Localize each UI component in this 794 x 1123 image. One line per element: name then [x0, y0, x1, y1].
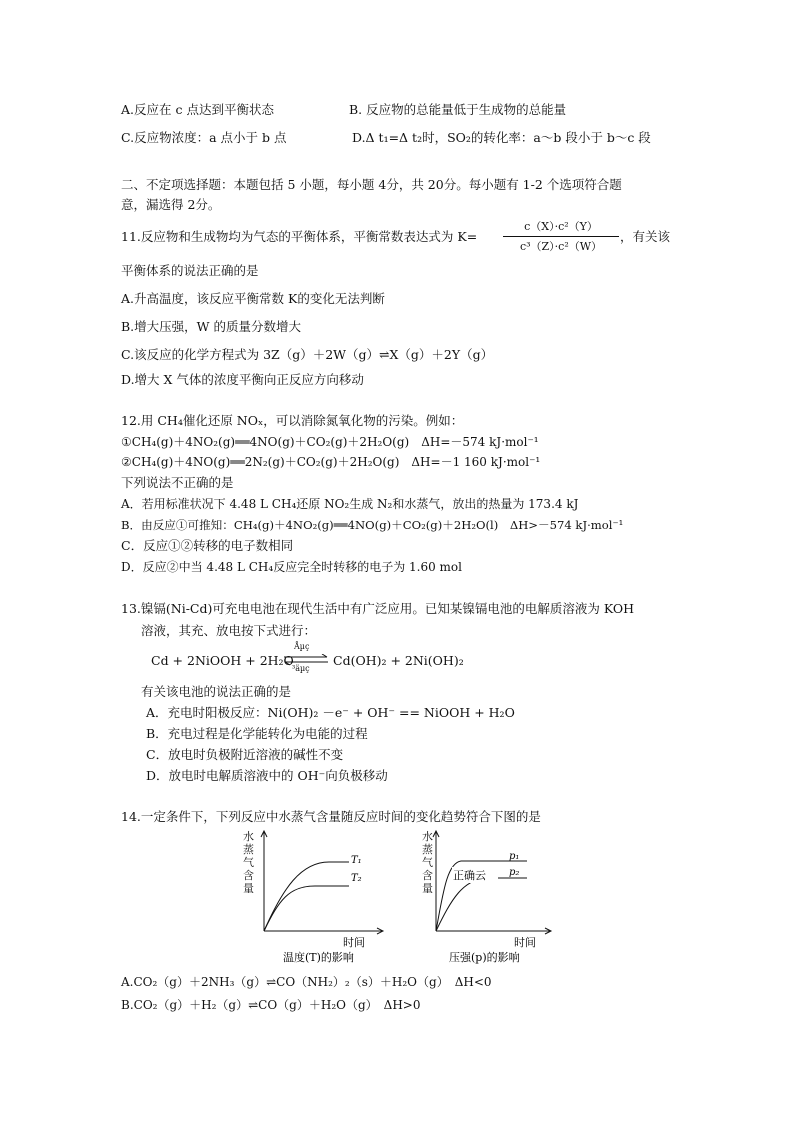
q13-stem-line1: 13.镍镉(Ni-Cd)可充电电池在现代生活中有广泛应用。已知某镍镉电池的电解质溶液为 KOH: [121, 601, 634, 616]
q12-prompt: 下列说法不正确的是: [121, 475, 234, 490]
q14-option-b: B.CO₂（g）＋H₂（g）⇌CO（g）＋H₂O（g） ΔH>0: [121, 998, 421, 1012]
ylabel-char-5: 量: [243, 882, 254, 895]
ylabel-char-2: 蒸: [243, 843, 254, 856]
label-t2: T₂: [351, 873, 362, 884]
watermark-text: 正确云: [453, 869, 486, 882]
q13-equation-left: Cd + 2NiOOH + 2H₂O: [151, 653, 294, 668]
curve-p2: [436, 878, 527, 931]
q13-equation-right: Cd(OH)₂ + 2Ni(OH)₂: [333, 653, 464, 668]
ylabel-char-4: 含: [243, 869, 254, 882]
ylabel-char-1: 水: [422, 830, 433, 843]
curve-t1: [264, 862, 349, 931]
q12-option-c: C．反应①②转移的电子数相同: [121, 538, 294, 553]
q14-option-a: A.CO₂（g）＋2NH₃（g）⇌CO（NH₂）₂（s）＋H₂O（g） ΔH<0: [121, 975, 492, 989]
ylabel-char-2: 蒸: [422, 843, 433, 856]
q13-option-c: C．放电时负极附近溶液的碱性不变: [146, 747, 344, 762]
q11-option-b: B.增大压强，W 的质量分数增大: [121, 319, 301, 334]
label-p2: p₂: [509, 867, 520, 878]
ylabel-char-5: 量: [422, 882, 433, 895]
q12-option-d: D．反应②中当 4.48 L CH₄反应完全时转移的电子为 1.60 mol: [121, 560, 462, 574]
q11-option-c: C.该反应的化学方程式为 3Z（g）＋2W（g）⇌X（g）＋2Y（g）: [121, 347, 494, 362]
q11-stem-tail: ，有关该: [620, 229, 671, 244]
q12-option-a: A．若用标准状况下 4.48 L CH₄还原 NO₂生成 N₂和水蒸气，放出的热量为 173.4 kJ: [121, 497, 579, 511]
figure-y-label: [243, 829, 254, 895]
q12-equation-1: ①CH₄(g)＋4NO₂(g)══4NO(g)＋CO₂(g)＋2H₂O(g) ΔH=－574 kJ·mol⁻¹: [121, 435, 539, 449]
q11-stem: 11.反应物和生成物均为气态的平衡体系，平衡常数表达式为 K=: [121, 229, 478, 244]
section-2-heading: [121, 176, 622, 194]
q10-option-d: D.Δ t₁=Δ t₂时，SO₂的转化率：a～b 段小于 b～c 段: [352, 130, 651, 145]
section-2-text: 二、不定项选择题：本题包括 5 小题，每小题 4分，共 20分。每小题有 1-2 个选项符合题: [121, 177, 622, 192]
figure-caption-pressure: 压强(p)的影响: [449, 951, 520, 964]
q13-arrow-top-label: Åµç: [294, 642, 310, 651]
label-p1: p₁: [509, 851, 520, 862]
x-axis-label: 时间: [343, 936, 365, 949]
q12-stem: 12.用 CH₄催化还原 NOₓ，可以消除氮氧化物的污染。例如：: [121, 413, 464, 428]
ylabel-char-4: 含: [422, 869, 433, 882]
figure-caption-temperature: 温度(T)的影响: [283, 951, 354, 964]
q13-prompt: 有关该电池的说法正确的是: [141, 684, 292, 699]
q11-option-a: A.升高温度，该反应平衡常数 K的变化无法判断: [121, 291, 385, 306]
figure-y-label: [422, 829, 433, 895]
q13-arrow-bottom-label: ³äµç: [292, 664, 310, 673]
curve-t2: [264, 886, 349, 931]
q11-fraction-numerator: c（X）·c²（Y）: [524, 220, 598, 233]
section-2-continuation: 意，漏选得 2分。: [121, 197, 221, 212]
pressure-effect-figure: [413, 828, 558, 972]
q13-option-d: D．放电时电解质溶液中的 OH⁻向负极移动: [146, 768, 388, 783]
q10-option-c: C.反应物浓度：a 点小于 b 点: [121, 130, 287, 145]
q10-option-a: A.反应在 c 点达到平衡状态: [121, 102, 274, 117]
x-axis-label: 时间: [514, 936, 536, 949]
q10-option-b: B. 反应物的总能量低于生成物的总能量: [349, 102, 567, 117]
q11-option-d: D.增大 X 气体的浓度平衡向正反应方向移动: [121, 372, 364, 387]
q11-fraction-bar: [503, 236, 619, 237]
temperature-effect-figure: [243, 828, 388, 972]
q13-stem-line2: 溶液，其充、放电按下式进行：: [141, 623, 317, 638]
q14-stem: 14.一定条件下，下列反应中水蒸气含量随反应时间的变化趋势符合下图的是: [121, 809, 541, 824]
q12-option-b: B．由反应①可推知：CH₄(g)＋4NO₂(g)══4NO(g)＋CO₂(g)＋2H₂O(l) ΔH>－574 kJ·mol⁻¹: [121, 518, 624, 532]
q12-equation-2: ②CH₄(g)＋4NO(g)══2N₂(g)＋CO₂(g)＋2H₂O(g) ΔH=－1 160 kJ·mol⁻¹: [121, 455, 541, 469]
ylabel-char-1: 水: [243, 830, 254, 843]
ylabel-char-3: 气: [422, 856, 433, 869]
label-t1: T₁: [351, 855, 362, 866]
q13-option-b: B．充电过程是化学能转化为电能的过程: [146, 726, 368, 741]
q11-fraction-denominator: c³（Z）·c²（W）: [519, 240, 603, 253]
q11-stem-line2: 平衡体系的说法正确的是: [121, 263, 259, 278]
ylabel-char-3: 气: [243, 856, 254, 869]
q13-option-a: A．充电时阳极反应：Ni(OH)₂ －e⁻ + OH⁻ == NiOOH + H₂O: [146, 705, 515, 720]
